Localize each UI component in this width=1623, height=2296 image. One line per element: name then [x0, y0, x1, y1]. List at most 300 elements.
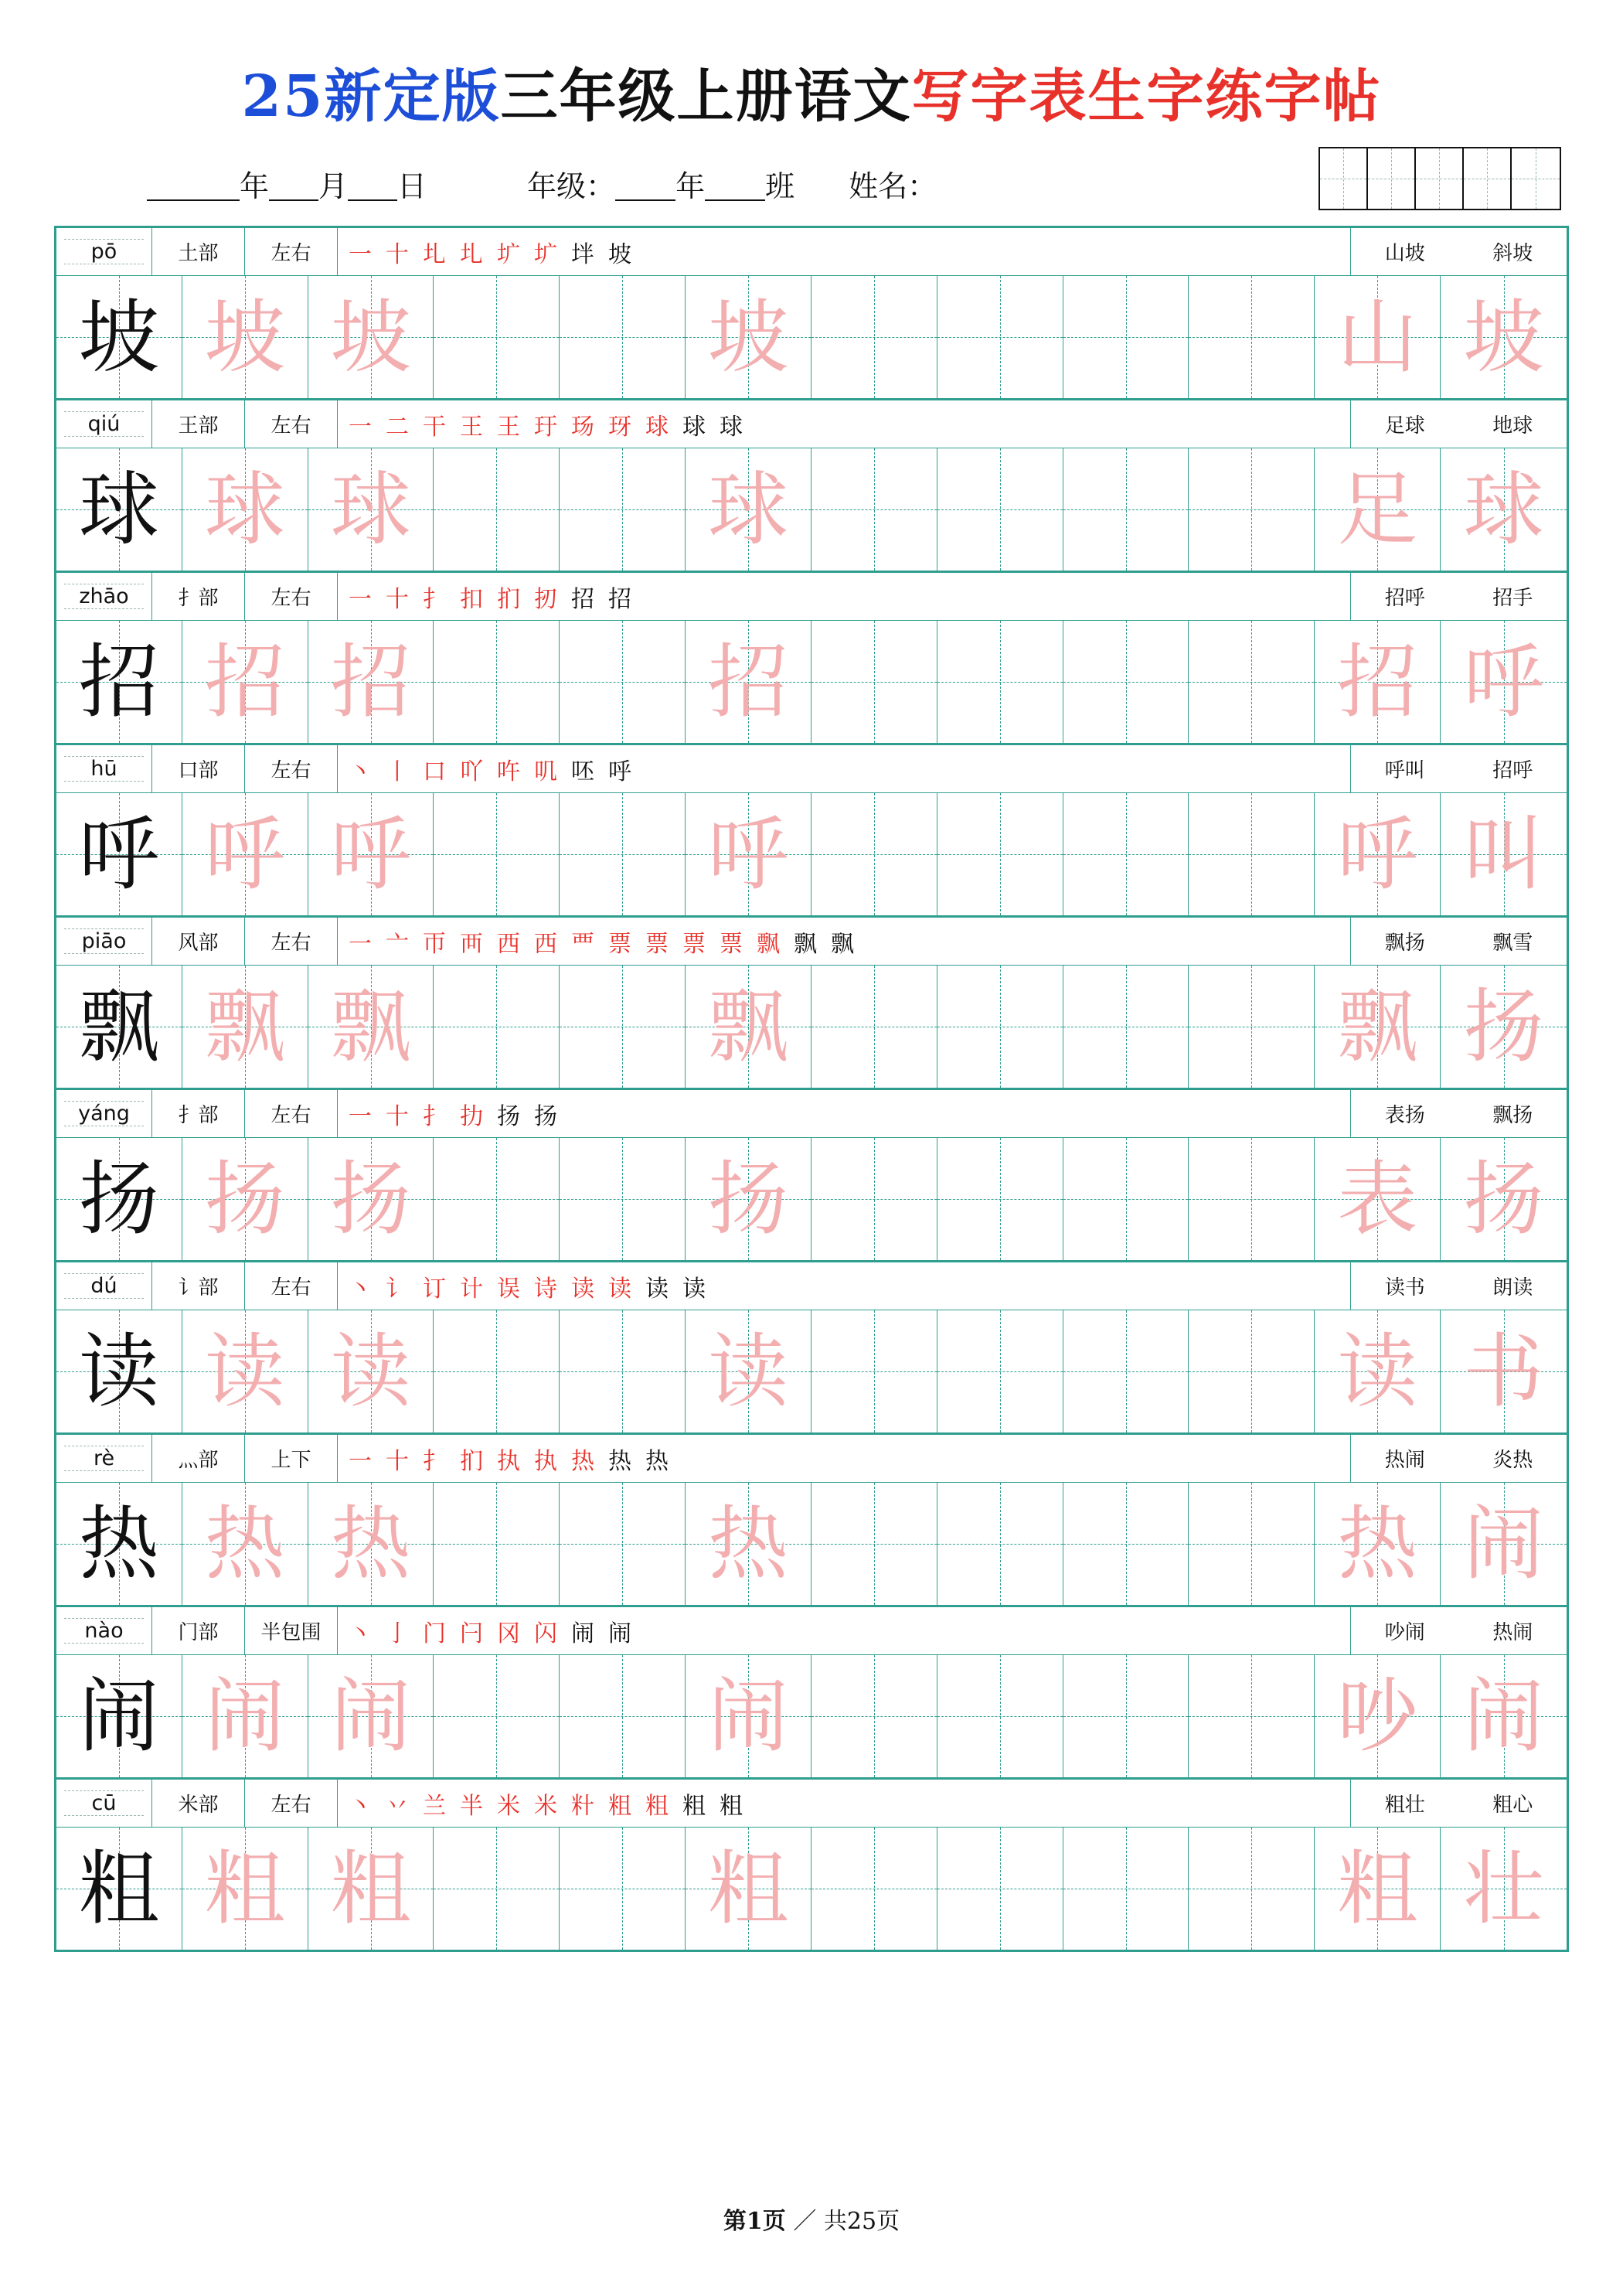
page-title	[54, 51, 1569, 133]
guide-line-vertical	[1126, 1310, 1127, 1432]
practice-cell[interactable]	[1441, 1483, 1567, 1605]
stroke-step: 玡	[608, 413, 631, 441]
practice-cell[interactable]	[560, 621, 686, 743]
practice-cell[interactable]	[1441, 1655, 1567, 1777]
practice-cell[interactable]	[812, 448, 937, 571]
stroke-step: 呸	[571, 758, 594, 785]
practice-cell[interactable]	[560, 793, 686, 915]
practice-cell[interactable]	[182, 793, 308, 915]
guide-line-vertical	[1126, 448, 1127, 571]
trace-word-character: 招	[1337, 635, 1418, 729]
trace-character: 招	[204, 635, 285, 729]
practice-cell[interactable]	[308, 966, 434, 1088]
practice-cell[interactable]	[560, 1138, 686, 1260]
guide-line-vertical	[496, 793, 497, 915]
trace-character: 闹	[708, 1669, 789, 1763]
practice-cell[interactable]	[1315, 1483, 1441, 1605]
stroke-step: 扪	[497, 585, 520, 613]
stroke-step: 一	[349, 413, 372, 441]
practice-sheet	[54, 226, 1569, 1952]
practice-cell[interactable]	[560, 1655, 686, 1777]
model-character: 坡	[78, 290, 159, 384]
practice-cell[interactable]	[1189, 448, 1315, 571]
practice-cell[interactable]	[686, 793, 812, 915]
example-word: 热闹	[1492, 1621, 1533, 1644]
grade-year-blank[interactable]	[615, 172, 675, 201]
stroke-step: 读	[645, 1275, 669, 1303]
trace-word-character: 读	[1337, 1324, 1418, 1419]
stroke-step: 干	[423, 413, 446, 441]
trace-character: 坡	[330, 290, 411, 384]
stroke-step: 扌	[423, 585, 446, 613]
practice-cell[interactable]	[1063, 1828, 1189, 1950]
guide-line-vertical	[622, 448, 623, 571]
practice-cell[interactable]	[560, 966, 686, 1088]
practice-cell[interactable]	[308, 1138, 434, 1260]
practice-cell[interactable]	[1063, 276, 1189, 398]
practice-cell[interactable]	[937, 793, 1063, 915]
name-input-boxes[interactable]	[1318, 147, 1561, 210]
practice-cell[interactable]	[686, 276, 812, 398]
guide-line-vertical	[1000, 1138, 1001, 1260]
pinyin-cell	[56, 400, 152, 448]
stroke-step: 十	[386, 585, 409, 613]
practice-cell[interactable]	[686, 448, 812, 571]
date-day-blank[interactable]	[348, 172, 397, 201]
trace-character: 飘	[204, 979, 285, 1074]
practice-cell[interactable]	[937, 1138, 1063, 1260]
guide-line-vertical	[622, 621, 623, 743]
radical-cell: 讠部	[152, 1262, 245, 1310]
guide-line-vertical	[1000, 966, 1001, 1088]
practice-cell[interactable]	[560, 448, 686, 571]
guide-line-vertical	[1000, 1483, 1001, 1605]
trace-character: 扬	[708, 1152, 789, 1246]
example-word: 飘雪	[1492, 932, 1533, 955]
practice-cell[interactable]	[56, 1483, 182, 1605]
guide-line-vertical	[1126, 276, 1127, 398]
practice-cell[interactable]	[1063, 966, 1189, 1088]
character-block	[56, 1090, 1567, 1262]
practice-cell[interactable]	[308, 793, 434, 915]
practice-cell[interactable]	[812, 1138, 937, 1260]
trace-character: 球	[330, 462, 411, 557]
grade-field	[527, 162, 794, 205]
practice-cell[interactable]	[812, 1483, 937, 1605]
practice-cell[interactable]	[686, 1138, 812, 1260]
example-word: 朗读	[1492, 1276, 1533, 1300]
practice-cell[interactable]	[812, 1655, 937, 1777]
practice-cell[interactable]	[434, 793, 560, 915]
stroke-step: 飘	[757, 930, 780, 958]
practice-cell[interactable]	[56, 793, 182, 915]
practice-cell[interactable]	[812, 621, 937, 743]
stroke-step: 十	[386, 1102, 409, 1130]
practice-cell[interactable]	[686, 966, 812, 1088]
trace-character: 闹	[330, 1669, 411, 1763]
practice-cell[interactable]	[434, 276, 560, 398]
practice-cell[interactable]	[560, 276, 686, 398]
stroke-step: 亅	[386, 1620, 409, 1647]
radical-cell: 口部	[152, 745, 245, 792]
trace-word-character: 呼	[1337, 807, 1418, 901]
character-block	[56, 1435, 1567, 1607]
character-block	[56, 745, 1567, 918]
example-word: 招呼	[1492, 759, 1533, 782]
guide-line-vertical	[622, 1828, 623, 1950]
practice-cell[interactable]	[812, 1310, 937, 1432]
stroke-step: 飘	[794, 930, 817, 958]
practice-cell[interactable]	[812, 966, 937, 1088]
practice-cell[interactable]	[56, 621, 182, 743]
character-block	[56, 400, 1567, 573]
guide-line-vertical	[622, 966, 623, 1088]
example-words	[1350, 228, 1567, 275]
name-box-cell[interactable]	[1416, 148, 1464, 209]
pinyin-cell	[56, 1435, 152, 1482]
practice-cell[interactable]	[308, 1483, 434, 1605]
practice-cell[interactable]	[812, 276, 937, 398]
character-block	[56, 1607, 1567, 1780]
practice-cell[interactable]	[937, 448, 1063, 571]
trace-word-character: 书	[1463, 1324, 1544, 1419]
name-box-cell[interactable]	[1464, 148, 1512, 209]
practice-cell[interactable]	[1063, 1655, 1189, 1777]
example-words	[1350, 1435, 1567, 1482]
practice-cell[interactable]	[1315, 621, 1441, 743]
name-box-cell[interactable]	[1320, 148, 1368, 209]
practice-cell[interactable]	[1441, 1138, 1567, 1260]
practice-cell[interactable]	[56, 1138, 182, 1260]
pinyin-text: nào	[82, 1619, 125, 1643]
practice-cell[interactable]	[937, 1655, 1063, 1777]
guide-line-vertical	[1251, 1138, 1252, 1260]
practice-cell[interactable]	[308, 621, 434, 743]
guide-line-vertical	[1000, 621, 1001, 743]
stroke-step: 扣	[460, 585, 483, 613]
example-words	[1350, 1607, 1567, 1654]
practice-cell[interactable]	[937, 621, 1063, 743]
practice-cell[interactable]	[308, 276, 434, 398]
practice-cell[interactable]	[1315, 276, 1441, 398]
practice-cell[interactable]	[1441, 448, 1567, 571]
guide-line-vertical	[874, 1655, 875, 1777]
trace-character: 粗	[330, 1841, 411, 1936]
pinyin-cell	[56, 1607, 152, 1654]
grade-class-blank[interactable]	[705, 172, 765, 201]
footer-page: 第1页	[723, 2208, 786, 2235]
info-row	[54, 141, 1569, 226]
stroke-step: 圹	[497, 240, 520, 268]
title-part-red: 写字表生字练字帖	[911, 63, 1382, 130]
practice-cell[interactable]	[182, 1310, 308, 1432]
practice-cell[interactable]	[1189, 1483, 1315, 1605]
practice-cell[interactable]	[1189, 966, 1315, 1088]
example-word: 地球	[1492, 414, 1533, 438]
stroke-step: 扌	[423, 1447, 446, 1475]
character-info-strip	[56, 1090, 1567, 1138]
practice-cell[interactable]	[1189, 793, 1315, 915]
practice-cell[interactable]	[937, 966, 1063, 1088]
example-words	[1350, 1090, 1567, 1137]
stroke-order-sequence	[338, 745, 1350, 792]
trace-character: 呼	[204, 807, 285, 901]
guide-line-vertical	[622, 276, 623, 398]
stroke-step: 讠	[386, 1275, 409, 1303]
stroke-step: 热	[608, 1447, 631, 1475]
name-label: 姓名：	[849, 169, 937, 203]
practice-cell[interactable]	[1189, 1138, 1315, 1260]
practice-cell[interactable]	[560, 1310, 686, 1432]
practice-cell[interactable]	[182, 1655, 308, 1777]
trace-character: 招	[330, 635, 411, 729]
practice-cell[interactable]	[308, 1655, 434, 1777]
trace-word-character: 坡	[1463, 290, 1544, 384]
practice-row	[56, 276, 1567, 398]
practice-cell[interactable]	[686, 1310, 812, 1432]
trace-word-character: 粗	[1337, 1841, 1418, 1936]
practice-cell[interactable]	[812, 793, 937, 915]
practice-cell[interactable]	[434, 621, 560, 743]
practice-cell[interactable]	[1441, 276, 1567, 398]
model-character: 热	[78, 1497, 159, 1591]
guide-line-vertical	[496, 276, 497, 398]
example-words	[1350, 1262, 1567, 1310]
stroke-order-sequence	[338, 400, 1350, 448]
practice-cell[interactable]	[1315, 448, 1441, 571]
guide-line-vertical	[622, 1310, 623, 1432]
practice-cell[interactable]	[1315, 1655, 1441, 1777]
guide-line-vertical	[496, 966, 497, 1088]
radical-cell: 扌部	[152, 573, 245, 620]
practice-cell[interactable]	[812, 1828, 937, 1950]
practice-cell[interactable]	[937, 276, 1063, 398]
practice-cell[interactable]	[182, 1828, 308, 1950]
practice-cell[interactable]	[56, 1828, 182, 1950]
practice-cell[interactable]	[56, 448, 182, 571]
practice-cell[interactable]	[1063, 1138, 1189, 1260]
trace-character: 坡	[204, 290, 285, 384]
practice-cell[interactable]	[182, 276, 308, 398]
practice-cell[interactable]	[1441, 793, 1567, 915]
practice-cell[interactable]	[434, 1483, 560, 1605]
practice-cell[interactable]	[560, 1483, 686, 1605]
practice-cell[interactable]	[686, 621, 812, 743]
stroke-step: 帀	[423, 930, 446, 958]
guide-line-vertical	[1000, 1655, 1001, 1777]
practice-cell[interactable]	[434, 1828, 560, 1950]
stroke-step: 票	[682, 930, 706, 958]
practice-cell[interactable]	[182, 1483, 308, 1605]
practice-cell[interactable]	[686, 1828, 812, 1950]
practice-cell[interactable]	[308, 1310, 434, 1432]
stroke-step: 误	[497, 1275, 520, 1303]
title-part-blue: 25新定版	[241, 63, 501, 130]
model-character: 扬	[78, 1152, 159, 1246]
practice-cell[interactable]	[56, 276, 182, 398]
trace-character: 坡	[708, 290, 789, 384]
practice-cell[interactable]	[937, 1828, 1063, 1950]
guide-line-vertical	[496, 1655, 497, 1777]
trace-character: 读	[708, 1324, 789, 1419]
guide-line-vertical	[622, 1483, 623, 1605]
guide-line-vertical	[496, 1483, 497, 1605]
practice-row	[56, 1483, 1567, 1605]
stroke-step: 球	[645, 413, 669, 441]
practice-cell[interactable]	[937, 1483, 1063, 1605]
practice-cell[interactable]	[1315, 966, 1441, 1088]
practice-cell[interactable]	[182, 1138, 308, 1260]
character-info-strip	[56, 228, 1567, 276]
practice-cell[interactable]	[1441, 966, 1567, 1088]
practice-cell[interactable]	[182, 621, 308, 743]
example-word: 炎热	[1492, 1449, 1533, 1472]
trace-word-character: 闹	[1463, 1669, 1544, 1763]
stroke-step: 闩	[460, 1620, 483, 1647]
stroke-step: 热	[571, 1447, 594, 1475]
practice-cell[interactable]	[1063, 1483, 1189, 1605]
stroke-step: 闪	[534, 1620, 557, 1647]
stroke-step: 闹	[571, 1620, 594, 1647]
practice-row	[56, 1138, 1567, 1260]
stroke-step: 亠	[386, 930, 409, 958]
practice-cell[interactable]	[434, 448, 560, 571]
example-word: 读书	[1384, 1276, 1425, 1300]
example-word: 招手	[1492, 587, 1533, 610]
stroke-step: 玚	[571, 413, 594, 441]
stroke-step: 丶	[349, 1275, 372, 1303]
practice-cell[interactable]	[308, 1828, 434, 1950]
character-block	[56, 1780, 1567, 1950]
stroke-step: 票	[645, 930, 669, 958]
guide-line-vertical	[1251, 448, 1252, 571]
stroke-step: 扪	[460, 1447, 483, 1475]
practice-cell[interactable]	[182, 966, 308, 1088]
practice-cell[interactable]	[56, 966, 182, 1088]
stroke-step: 诗	[534, 1275, 557, 1303]
radical-cell: 土部	[152, 228, 245, 275]
practice-cell[interactable]	[937, 1310, 1063, 1432]
stroke-step: 米	[534, 1792, 557, 1820]
practice-cell[interactable]	[686, 1655, 812, 1777]
practice-cell[interactable]	[434, 966, 560, 1088]
stroke-step: 吘	[497, 758, 520, 785]
practice-cell[interactable]	[560, 1828, 686, 1950]
guide-line-vertical	[1251, 1655, 1252, 1777]
grade-class-label: 班	[765, 169, 795, 203]
practice-cell[interactable]	[308, 448, 434, 571]
practice-cell[interactable]	[1063, 793, 1189, 915]
practice-cell[interactable]	[1315, 1828, 1441, 1950]
grade-label: 年级：	[527, 169, 616, 203]
guide-line-vertical	[496, 1828, 497, 1950]
practice-cell[interactable]	[686, 1483, 812, 1605]
practice-cell[interactable]	[1063, 621, 1189, 743]
pinyin-text: qiú	[86, 412, 123, 436]
stroke-step: 一	[349, 585, 372, 613]
stroke-step: 一	[349, 1447, 372, 1475]
name-box-cell[interactable]	[1512, 148, 1560, 209]
practice-row	[56, 1655, 1567, 1777]
character-info-strip	[56, 1435, 1567, 1483]
practice-cell[interactable]	[1441, 621, 1567, 743]
stroke-order-sequence	[338, 228, 1350, 275]
practice-cell[interactable]	[56, 1310, 182, 1432]
stroke-step: 扌	[423, 1102, 446, 1130]
example-words	[1350, 573, 1567, 620]
structure-cell: 左右	[245, 1262, 338, 1310]
stroke-step: 襾	[460, 930, 483, 958]
practice-cell[interactable]	[182, 448, 308, 571]
practice-cell[interactable]	[1315, 1310, 1441, 1432]
date-year-blank[interactable]	[147, 172, 240, 201]
stroke-order-sequence	[338, 573, 1350, 620]
pinyin-cell	[56, 745, 152, 792]
model-character: 闹	[78, 1669, 159, 1763]
pinyin-cell	[56, 1262, 152, 1310]
guide-line-vertical	[1126, 793, 1127, 915]
name-box-cell[interactable]	[1368, 148, 1416, 209]
guide-line-vertical	[1000, 1310, 1001, 1432]
date-month-blank[interactable]	[269, 172, 318, 201]
guide-line-vertical	[874, 1138, 875, 1260]
example-word: 斜坡	[1492, 242, 1533, 265]
stroke-step: 球	[720, 413, 743, 441]
practice-cell[interactable]	[434, 1310, 560, 1432]
example-word: 热闹	[1384, 1449, 1425, 1472]
practice-cell[interactable]	[1189, 276, 1315, 398]
guide-line-vertical	[874, 448, 875, 571]
practice-cell[interactable]	[1063, 448, 1189, 571]
example-word: 粗壮	[1384, 1794, 1425, 1817]
guide-line-vertical	[874, 793, 875, 915]
practice-cell[interactable]	[1441, 1828, 1567, 1950]
practice-cell[interactable]	[1189, 1310, 1315, 1432]
pinyin-cell	[56, 1090, 152, 1137]
model-character: 读	[78, 1324, 159, 1419]
pinyin-text: piāo	[80, 929, 129, 953]
practice-cell[interactable]	[1315, 793, 1441, 915]
stroke-step: 球	[682, 413, 706, 441]
stroke-step: 招	[571, 585, 594, 613]
practice-cell[interactable]	[1063, 1310, 1189, 1432]
stroke-step: 米	[497, 1792, 520, 1820]
practice-cell[interactable]	[1189, 1828, 1315, 1950]
character-block	[56, 573, 1567, 745]
practice-cell[interactable]	[434, 1655, 560, 1777]
practice-cell[interactable]	[1441, 1310, 1567, 1432]
practice-cell[interactable]	[56, 1655, 182, 1777]
example-word: 飘扬	[1384, 932, 1425, 955]
stroke-step: 热	[645, 1447, 669, 1475]
stroke-step: 一	[349, 930, 372, 958]
practice-cell[interactable]	[1189, 1655, 1315, 1777]
trace-word-character: 山	[1337, 290, 1418, 384]
guide-line-vertical	[874, 966, 875, 1088]
trace-word-character: 热	[1337, 1497, 1418, 1591]
practice-cell[interactable]	[1315, 1138, 1441, 1260]
trace-word-character: 扬	[1463, 979, 1544, 1074]
guide-line-vertical	[1126, 966, 1127, 1088]
stroke-step: 半	[460, 1792, 483, 1820]
trace-word-character: 叫	[1463, 807, 1544, 901]
practice-cell[interactable]	[434, 1138, 560, 1260]
structure-cell: 左右	[245, 1090, 338, 1137]
stroke-step: 圠	[460, 240, 483, 268]
stroke-step: 读	[608, 1275, 631, 1303]
practice-cell[interactable]	[1189, 621, 1315, 743]
model-character: 球	[78, 462, 159, 557]
